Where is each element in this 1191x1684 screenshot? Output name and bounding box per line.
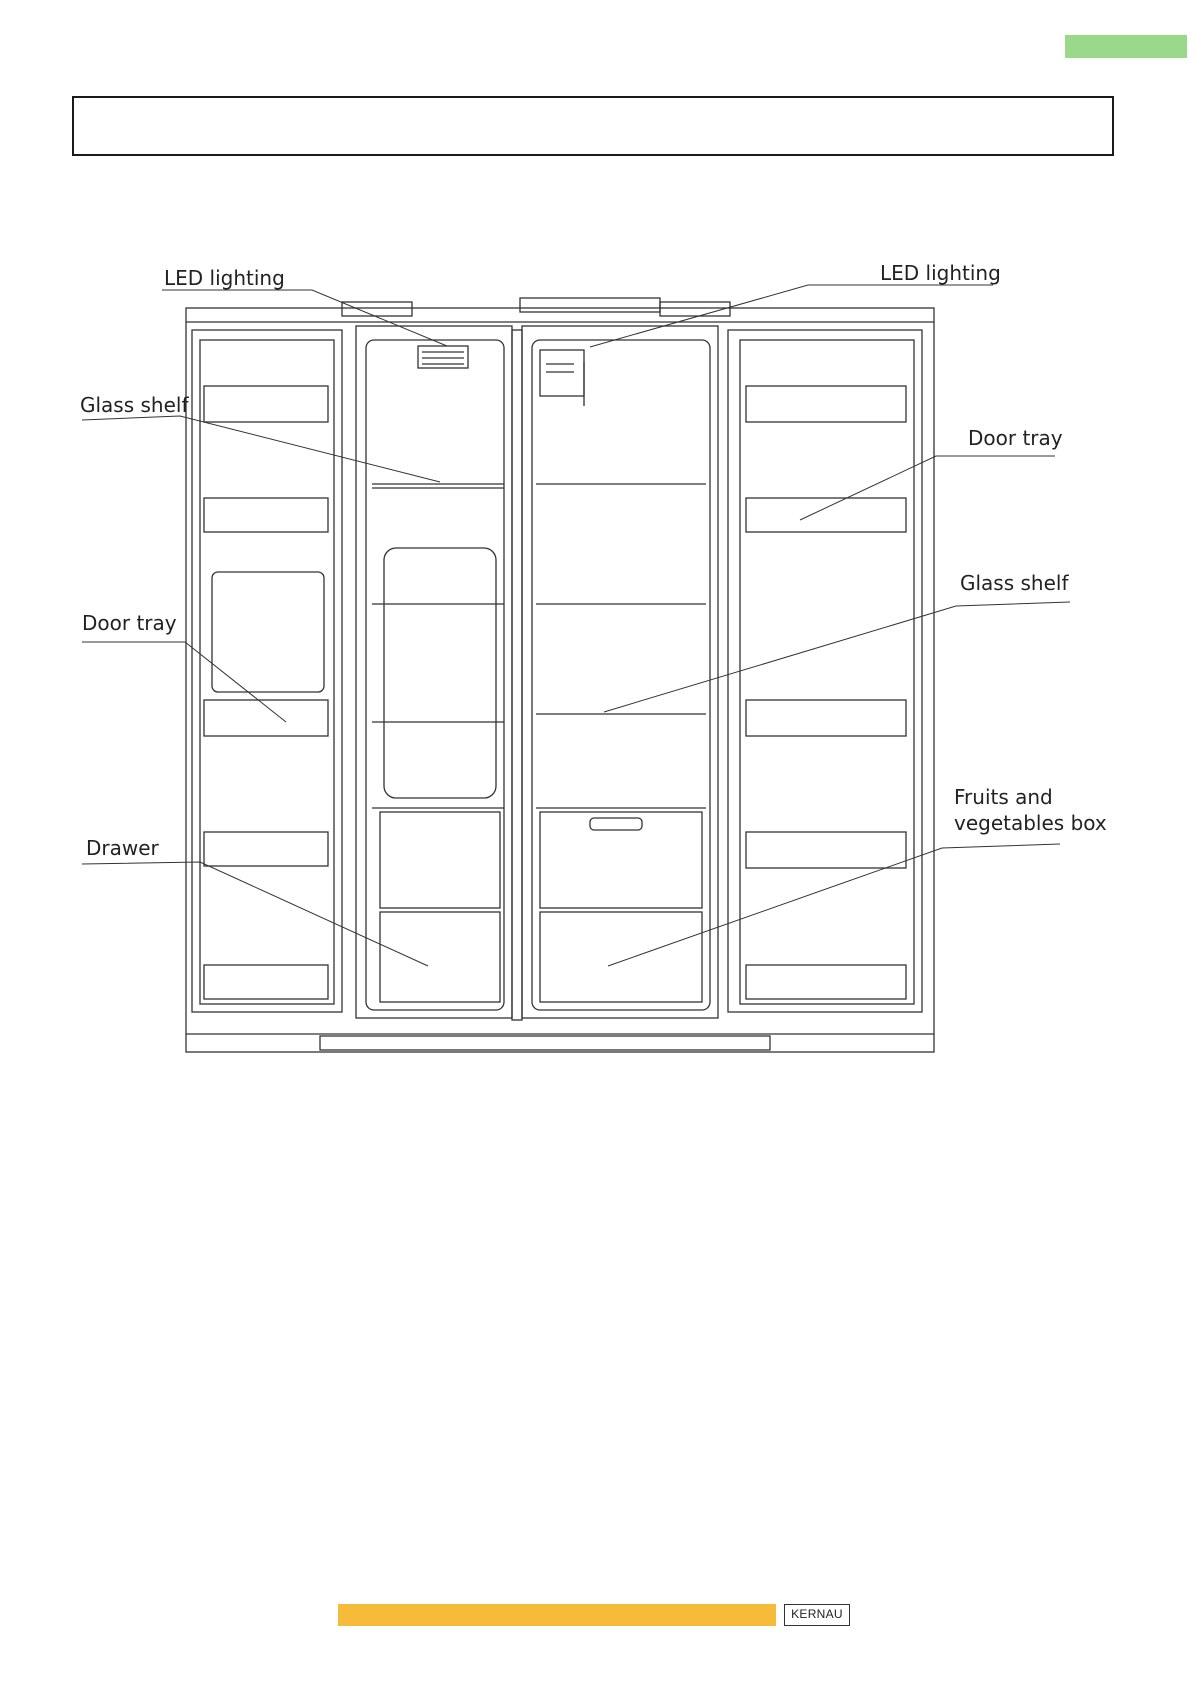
fruits-vegetables-box bbox=[540, 812, 702, 908]
leader-led-left bbox=[162, 290, 447, 346]
label-fruits-line1: Fruits and bbox=[954, 785, 1053, 809]
right-door-tray bbox=[746, 386, 906, 422]
brand-logo: KERNAU bbox=[784, 1604, 850, 1626]
leader-door-tray-right bbox=[800, 456, 1055, 520]
leader-glass-shelf-right bbox=[604, 602, 1070, 712]
footer-accent-bar bbox=[338, 1604, 776, 1626]
label-led-lighting-left: LED lighting bbox=[164, 266, 285, 290]
leader-door-tray-left bbox=[82, 642, 286, 722]
right-door bbox=[728, 330, 922, 1012]
freezer-basket bbox=[384, 548, 496, 798]
fruits-vegetables-box bbox=[540, 912, 702, 1002]
right-door-tray bbox=[746, 832, 906, 868]
leader-drawer bbox=[82, 862, 428, 966]
leader-led-right bbox=[590, 285, 993, 347]
label-door-tray-left: Door tray bbox=[82, 611, 177, 635]
left-door bbox=[192, 330, 342, 1012]
label-door-tray-right: Door tray bbox=[968, 426, 1063, 450]
cabinet-outline bbox=[186, 308, 934, 1052]
right-door-tray bbox=[746, 498, 906, 532]
left-door-tray bbox=[204, 498, 328, 532]
freezer-drawer bbox=[380, 912, 500, 1002]
label-fruits-line2: vegetables box bbox=[954, 811, 1107, 835]
label-glass-shelf-left: Glass shelf bbox=[80, 393, 189, 417]
right-door-tray bbox=[746, 700, 906, 736]
fridge-compartment bbox=[522, 326, 718, 1018]
top-hinge-right bbox=[660, 302, 730, 316]
label-drawer: Drawer bbox=[86, 836, 159, 860]
led-light-freezer bbox=[418, 346, 468, 368]
left-door-tray bbox=[204, 700, 328, 736]
leader-glass-shelf-left bbox=[82, 416, 440, 482]
right-door-tray bbox=[746, 965, 906, 999]
top-control-panel bbox=[520, 298, 660, 312]
left-door-tray bbox=[204, 965, 328, 999]
led-light-fridge bbox=[540, 350, 584, 396]
label-led-lighting-right: LED lighting bbox=[880, 261, 1001, 285]
leader-fruits-box bbox=[608, 844, 1060, 966]
left-door-tray bbox=[204, 832, 328, 866]
top-hinge-left bbox=[342, 302, 412, 316]
label-glass-shelf-right: Glass shelf bbox=[960, 571, 1069, 595]
freezer-drawer bbox=[380, 812, 500, 908]
left-door-tray bbox=[204, 386, 328, 422]
